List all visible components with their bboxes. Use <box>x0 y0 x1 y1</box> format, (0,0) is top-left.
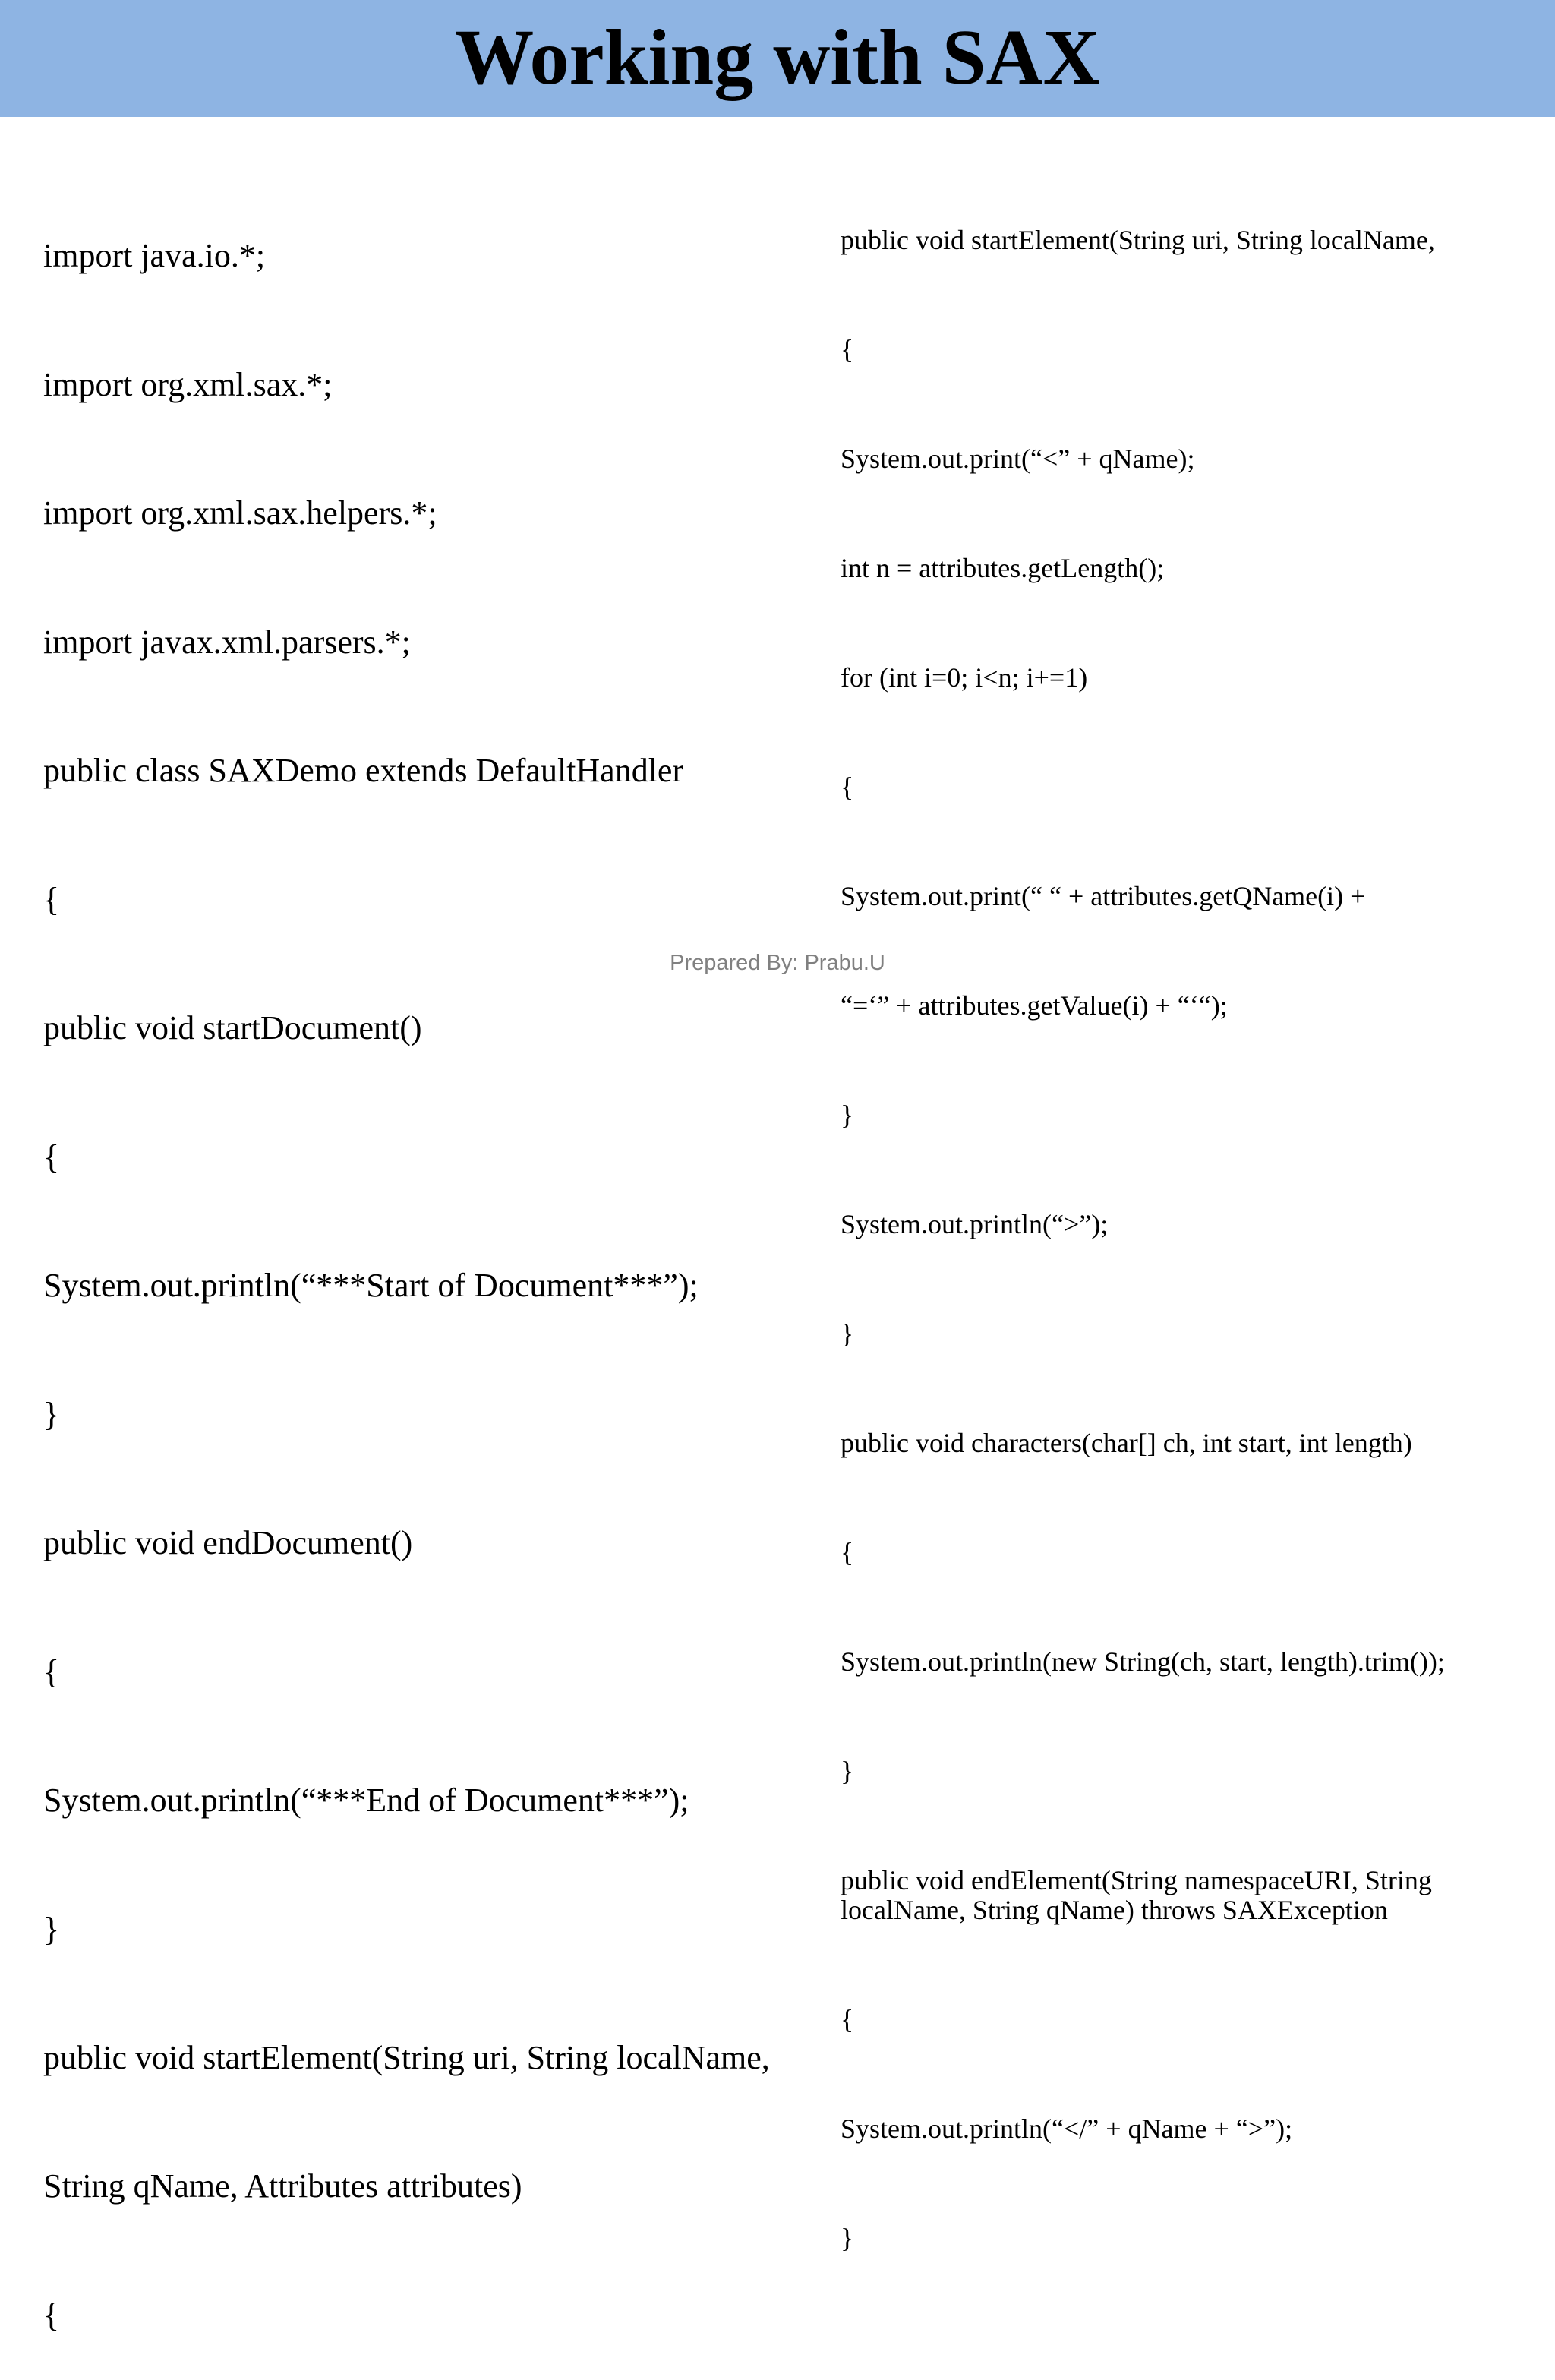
code-line: } <box>43 1910 60 1948</box>
code-line: System.out.println(“***Start of Document***”); <box>43 1267 699 1304</box>
code-line: int n = attributes.getLength(); <box>841 553 1165 583</box>
code-line: System.out.print(“<” + qName); <box>841 443 1195 474</box>
code-line: String qName, Attributes attributes) <box>43 2167 522 2205</box>
code-line: } <box>841 1318 854 1349</box>
code-line: } <box>841 1756 854 1786</box>
code-line: public void characters(char[] ch, int start, int length) <box>841 1428 1412 1458</box>
code-line: public void endElement(String namespaceURI, String localName, String qName) throws SAXException <box>841 1865 1439 1925</box>
code-line: public void startDocument() <box>43 1009 422 1046</box>
code-line: { <box>841 1537 854 1567</box>
code-line: public void endDocument() <box>43 1524 413 1561</box>
code-line: { <box>841 2004 854 2034</box>
code-line: { <box>43 880 60 918</box>
code-line: “=‘” + attributes.getValue(i) + “‘“); <box>841 990 1228 1021</box>
right-code-block <box>841 149 1539 2293</box>
code-line: } <box>43 1395 60 1433</box>
code-line: } <box>841 1100 854 1130</box>
code-line: public class SAXDemo extends DefaultHandler <box>43 752 684 789</box>
code-line: System.out.println(“</” + qName + “>”); <box>841 2113 1293 2144</box>
code-line: { <box>841 334 854 365</box>
slide-title: Working with SAX <box>455 14 1100 101</box>
code-line: public void startElement(String uri, String localName, <box>43 2039 770 2076</box>
left-code-block <box>43 149 780 2380</box>
code-line: } <box>841 2223 854 2253</box>
code-line: System.out.println(“***End of Document***”); <box>43 1782 689 1819</box>
code-line: System.out.println(new String(ch, start, length).trim()); <box>841 1646 1445 1677</box>
code-line: import javax.xml.parsers.*; <box>43 623 411 661</box>
code-line: { <box>43 1652 60 1690</box>
code-line: public void startElement(String uri, String localName, <box>841 225 1435 255</box>
footer-credit: Prepared By: Prabu.U <box>670 951 885 975</box>
code-line: import org.xml.sax.*; <box>43 365 333 403</box>
code-line: System.out.println(“>”); <box>841 1209 1109 1239</box>
code-line: import org.xml.sax.helpers.*; <box>43 494 437 532</box>
code-line: { <box>841 772 854 802</box>
code-line: { <box>43 1138 60 1176</box>
code-line: { <box>43 2296 60 2334</box>
code-line: import java.io.*; <box>43 237 266 274</box>
code-line: System.out.print(“ “ + attributes.getQName(i) + <box>841 881 1366 911</box>
code-line: for (int i=0; i<n; i+=1) <box>841 662 1088 693</box>
